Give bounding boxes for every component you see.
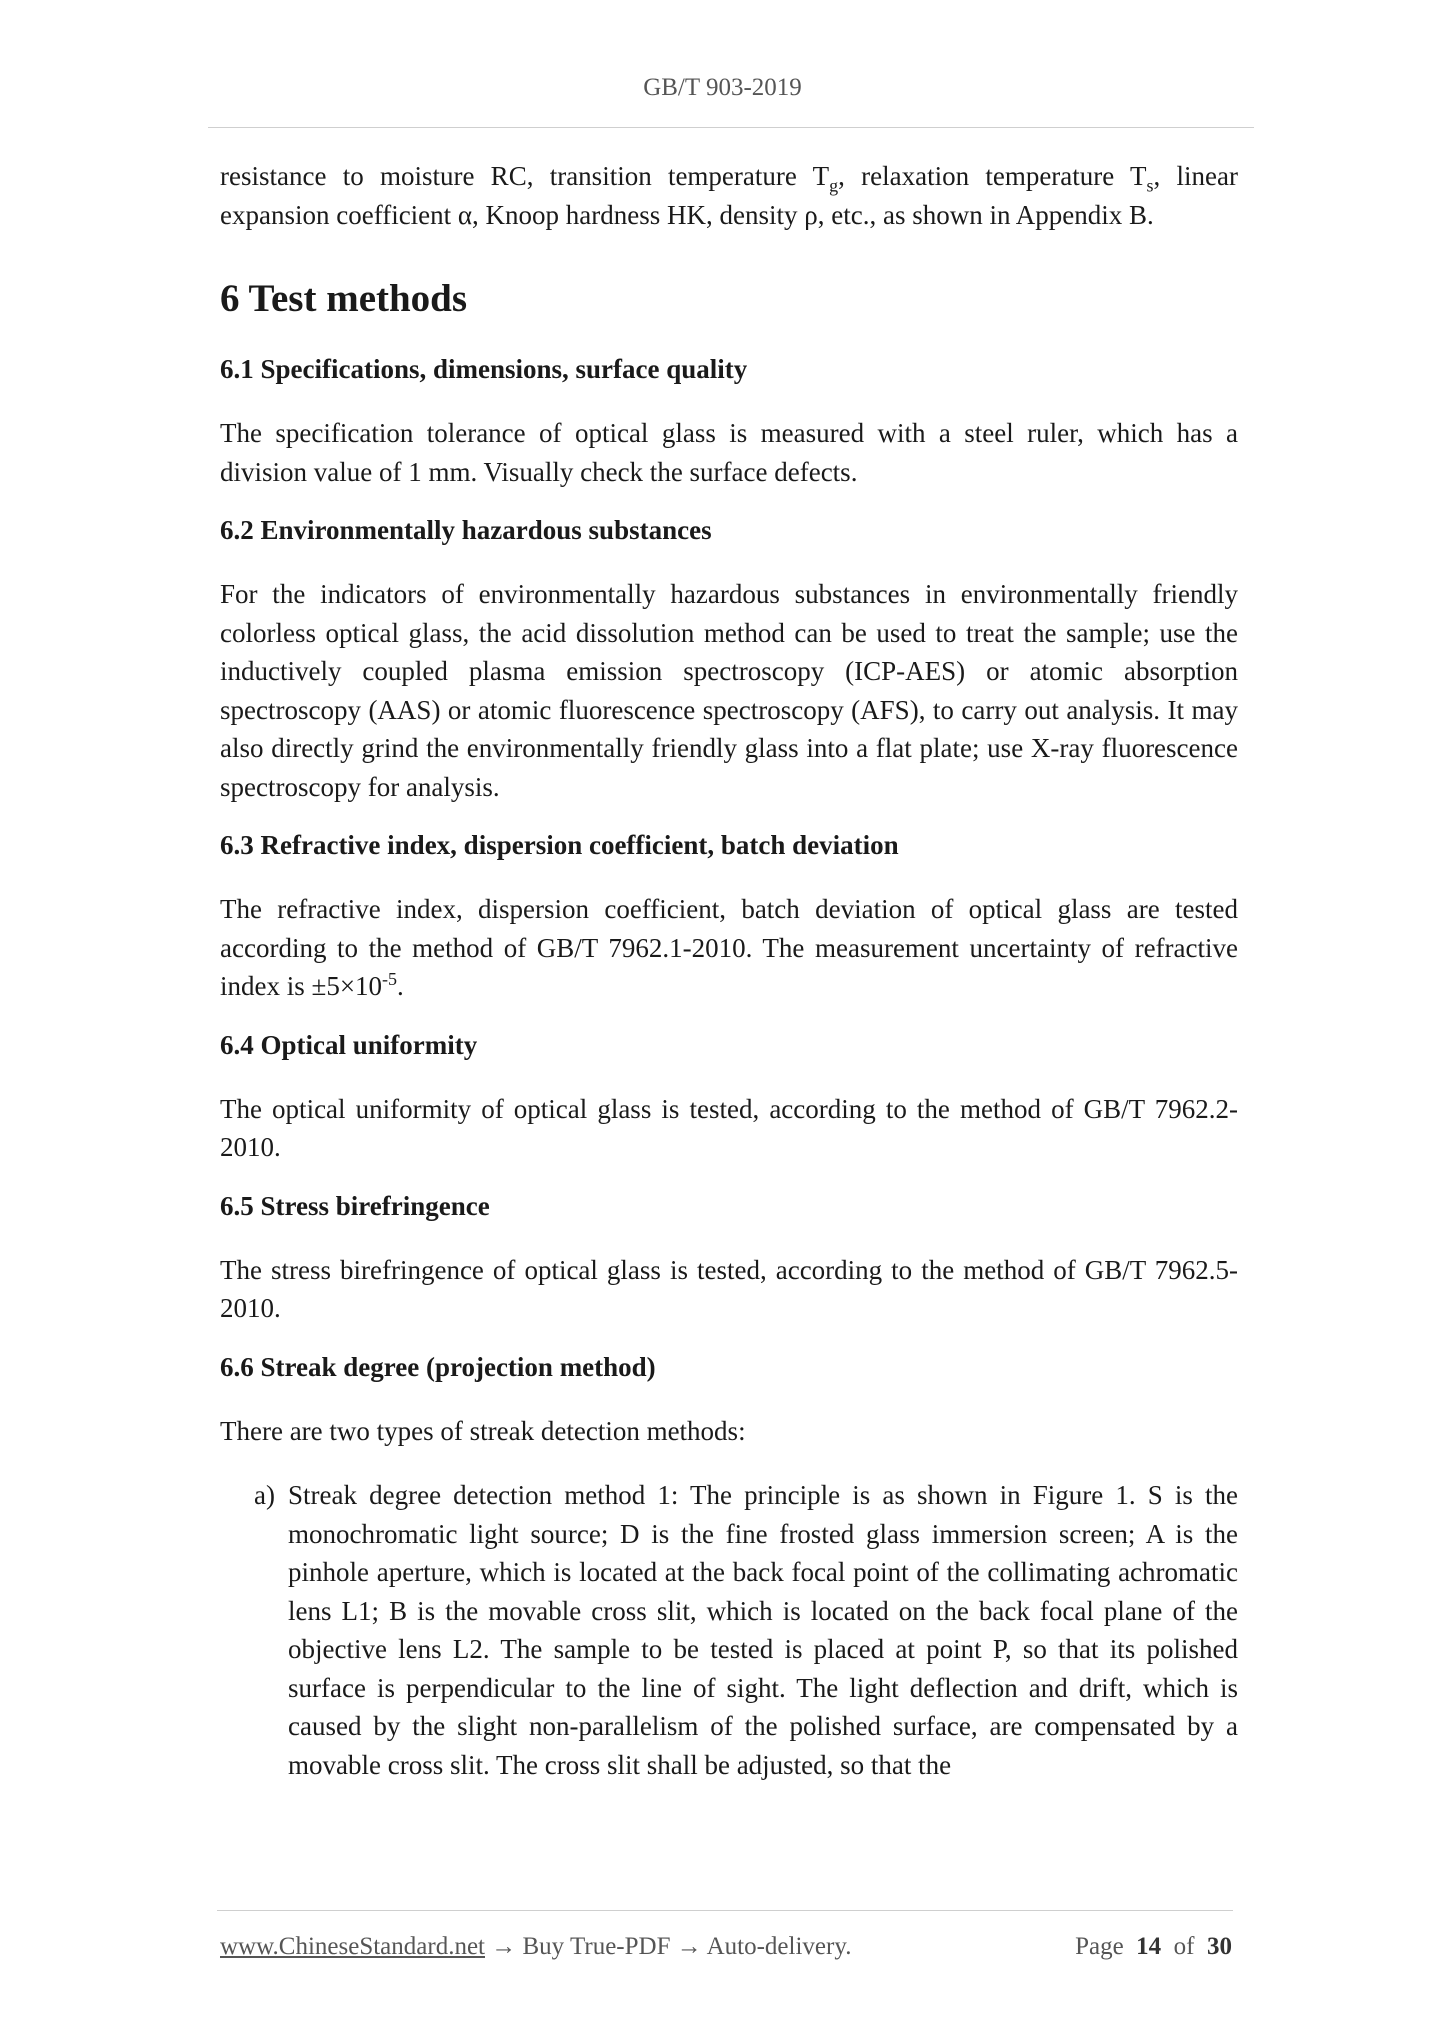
heading-6-1: 6.1 Specifications, dimensions, surface quality (220, 354, 748, 384)
paragraph-6-5: The stress birefringence of optical glass is tested, according to the method of GB/T 7962.5-2010. (220, 1254, 1238, 1323)
paragraph-6-1: The specification tolerance of optical glass is measured with a steel ruler, which has a division value of 1 mm. Visually check the surface defects. (220, 418, 1238, 487)
paragraph-6-2: For the indicators of environmentally hazardous substances in environmentally friendly colorless optical glass, the acid dissolution method can be used to treat the sample; use the inductively coupled plasma emission spectroscopy (ICP-AES) or atomic absorption spectroscopy (AAS) or atomic fluorescence spectroscopy (AFS), to carry out analysis. It may also directly grind the environmentally friendly glass into a flat plate; use X-ray fluorescence spectroscopy for analysis. (220, 579, 1238, 802)
paragraph-6-6: There are two types of streak detection methods: (220, 1415, 746, 1446)
paragraph-6-4: The optical uniformity of optical glass is tested, according to the method of GB/T 7962.2-2010. (220, 1093, 1238, 1162)
list-item-label: a) (254, 1480, 275, 1510)
page-content (220, 157, 1238, 1784)
heading-6-3: 6.3 Refractive index, dispersion coefficient, batch deviation (220, 830, 899, 860)
arrow-right-icon: → (670, 1933, 707, 1960)
footer-links (220, 1933, 851, 1961)
header-standard-code: GB/T 903-2019 (643, 74, 802, 101)
paragraph-6-3: The refractive index, dispersion coefficient, batch deviation of optical glass are tested according to the method of GB/T 7962.1-2010. The measurement uncertainty of refractive index is $\pm 5\times 10^{-5}$. (220, 894, 1238, 1001)
heading-6-4: 6.4 Optical uniformity (220, 1029, 478, 1060)
heading-6-5: 6.5 Stress birefringence (220, 1190, 490, 1221)
page-number: Page 14 of 30 (1075, 1933, 1232, 1960)
footer-divider (217, 1910, 1233, 1911)
header-divider (208, 127, 1254, 128)
section-6-heading: 6 Test methods (220, 277, 468, 320)
heading-6-6: 6.6 Streak degree (projection method) (220, 1351, 656, 1382)
buy-true-pdf-text: Buy True-PDF (522, 1933, 671, 1960)
auto-delivery-text: Auto-delivery. (706, 1933, 852, 1960)
arrow-right-icon: → (485, 1933, 523, 1960)
list-item-text: Streak degree detection method 1: The principle is as shown in Figure 1. S is the monochromatic light source; D is the fine frosted glass immersion screen; A is the pinhole aperture, which is located at the back focal point of the collimating achromatic lens L1; B is the movable cross slit, which is located on the back focal plane of the objective lens L2. The sample to be tested is placed at point P, so that its polished surface is perpendicular to the line of sight. The light deflection and drift, which is caused by the slight non-parallelism of the polished surface, are compensated by a movable cross slit. The cross slit shall be adjusted, so that the (288, 1480, 1238, 1780)
heading-6-2: 6.2 Environmentally hazardous substances (220, 515, 712, 545)
site-link[interactable]: www.ChineseStandard.net (220, 1933, 485, 1960)
list-item (254, 1476, 1238, 1784)
intro-paragraph: resistance to moisture RC, transition temperature $T_g$, relaxation temperature $T_s$, linear expansion coefficient α, Knoop hardness HK, density ρ, etc., as shown in Appendix B. (220, 161, 1239, 230)
